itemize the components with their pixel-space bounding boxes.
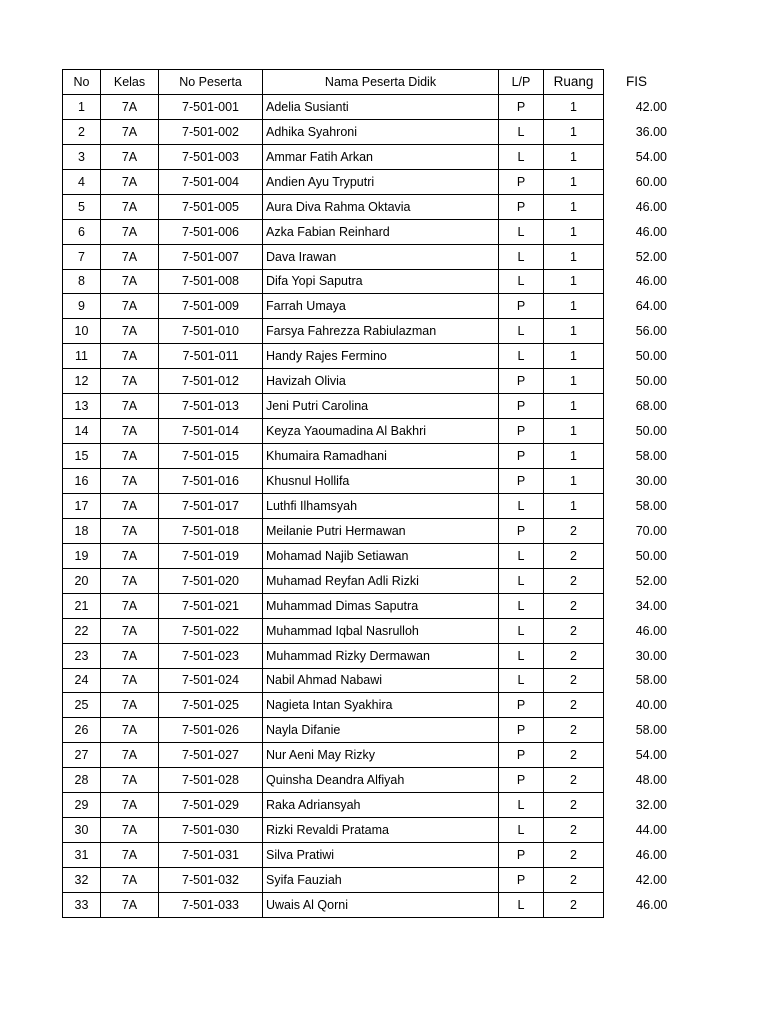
- cell-no-peserta: 7-501-033: [159, 892, 263, 917]
- cell-no-peserta: 7-501-031: [159, 843, 263, 868]
- cell-nama: Havizah Olivia: [263, 369, 499, 394]
- cell-no-peserta: 7-501-013: [159, 394, 263, 419]
- cell-no: 5: [63, 194, 101, 219]
- cell-lp: L: [499, 144, 544, 169]
- cell-ruang: 2: [544, 892, 604, 917]
- cell-no-peserta: 7-501-007: [159, 244, 263, 269]
- cell-no-peserta: 7-501-001: [159, 94, 263, 119]
- cell-no: 33: [63, 892, 101, 917]
- cell-no-peserta: 7-501-025: [159, 693, 263, 718]
- cell-ruang: 1: [544, 194, 604, 219]
- cell-lp: L: [499, 219, 544, 244]
- cell-ruang: 1: [544, 169, 604, 194]
- cell-ruang: 2: [544, 643, 604, 668]
- cell-no: 16: [63, 469, 101, 494]
- cell-nama: Jeni Putri Carolina: [263, 394, 499, 419]
- cell-ruang: 1: [544, 319, 604, 344]
- header-nama: Nama Peserta Didik: [263, 70, 499, 95]
- cell-lp: L: [499, 818, 544, 843]
- cell-no: 29: [63, 793, 101, 818]
- table-row: [63, 768, 668, 793]
- cell-no: 7: [63, 244, 101, 269]
- table-row: [63, 369, 668, 394]
- cell-no: 20: [63, 568, 101, 593]
- table-row: [63, 94, 668, 119]
- cell-kelas: 7A: [101, 718, 159, 743]
- cell-nama: Nabil Ahmad Nabawi: [263, 668, 499, 693]
- cell-ruang: 1: [544, 419, 604, 444]
- cell-no-peserta: 7-501-028: [159, 768, 263, 793]
- cell-ruang: 1: [544, 244, 604, 269]
- cell-fis: 58.00: [635, 673, 667, 688]
- cell-nama: Muhammad Dimas Saputra: [263, 593, 499, 618]
- cell-no-peserta: 7-501-012: [159, 369, 263, 394]
- cell-fis: 52.00: [635, 249, 667, 264]
- table-row: [63, 668, 668, 693]
- cell-no: 32: [63, 868, 101, 893]
- cell-kelas: 7A: [101, 818, 159, 843]
- cell-no-peserta: 7-501-008: [159, 269, 263, 294]
- cell-no: 24: [63, 668, 101, 693]
- cell-lp: P: [499, 369, 544, 394]
- table-row: [63, 718, 668, 743]
- cell-no: 14: [63, 419, 101, 444]
- cell-kelas: 7A: [101, 693, 159, 718]
- cell-no-peserta: 7-501-019: [159, 543, 263, 568]
- cell-ruang: 1: [544, 394, 604, 419]
- cell-no: 26: [63, 718, 101, 743]
- cell-ruang: 2: [544, 743, 604, 768]
- cell-kelas: 7A: [101, 593, 159, 618]
- cell-kelas: 7A: [101, 419, 159, 444]
- cell-nama: Adhika Syahroni: [263, 119, 499, 144]
- cell-kelas: 7A: [101, 868, 159, 893]
- table-row: [63, 194, 668, 219]
- cell-nama: Rizki Revaldi Pratama: [263, 818, 499, 843]
- cell-fis: 32.00: [635, 798, 667, 813]
- cell-ruang: 1: [544, 144, 604, 169]
- cell-lp: P: [499, 718, 544, 743]
- cell-fis: 36.00: [635, 124, 667, 139]
- cell-lp: P: [499, 518, 544, 543]
- cell-fis: 46.00: [636, 897, 668, 912]
- cell-no-peserta: 7-501-006: [159, 219, 263, 244]
- cell-kelas: 7A: [101, 194, 159, 219]
- table-row: [63, 868, 668, 893]
- cell-nama: Ammar Fatih Arkan: [263, 144, 499, 169]
- cell-no: 27: [63, 743, 101, 768]
- header-no: No: [63, 70, 101, 95]
- header-ruang: Ruang: [544, 70, 604, 95]
- cell-ruang: 2: [544, 768, 604, 793]
- table-row: [63, 843, 668, 868]
- cell-no: 22: [63, 618, 101, 643]
- cell-fis: 64.00: [635, 299, 667, 314]
- table-row: [63, 568, 668, 593]
- cell-nama: Dava Irawan: [263, 244, 499, 269]
- cell-ruang: 1: [544, 444, 604, 469]
- cell-fis: 58.00: [635, 498, 667, 513]
- cell-ruang: 1: [544, 294, 604, 319]
- cell-no-peserta: 7-501-015: [159, 444, 263, 469]
- cell-no-peserta: 7-501-021: [159, 593, 263, 618]
- cell-no: 15: [63, 444, 101, 469]
- cell-no-peserta: 7-501-011: [159, 344, 263, 369]
- header-kelas: Kelas: [101, 70, 159, 95]
- cell-ruang: 1: [544, 219, 604, 244]
- cell-lp: P: [499, 743, 544, 768]
- cell-kelas: 7A: [101, 319, 159, 344]
- cell-kelas: 7A: [101, 269, 159, 294]
- cell-lp: L: [499, 493, 544, 518]
- cell-fis: 42.00: [635, 872, 667, 887]
- cell-lp: P: [499, 294, 544, 319]
- cell-no: 1: [63, 94, 101, 119]
- header-fis: FIS: [626, 74, 648, 90]
- cell-fis: 48.00: [635, 773, 667, 788]
- table-row: [63, 643, 668, 668]
- cell-kelas: 7A: [101, 843, 159, 868]
- cell-nama: Difa Yopi Saputra: [263, 269, 499, 294]
- cell-lp: P: [499, 194, 544, 219]
- cell-no: 21: [63, 593, 101, 618]
- cell-fis: 30.00: [635, 648, 667, 663]
- cell-ruang: 1: [544, 469, 604, 494]
- table-row: [63, 518, 668, 543]
- table-header-row: [63, 70, 668, 95]
- cell-nama: Nagieta Intan Syakhira: [263, 693, 499, 718]
- cell-kelas: 7A: [101, 244, 159, 269]
- cell-fis: 30.00: [635, 473, 667, 488]
- cell-no-peserta: 7-501-014: [159, 419, 263, 444]
- cell-fis: 46.00: [635, 274, 667, 289]
- cell-kelas: 7A: [101, 643, 159, 668]
- cell-no-peserta: 7-501-020: [159, 568, 263, 593]
- cell-ruang: 2: [544, 718, 604, 743]
- cell-ruang: 2: [544, 618, 604, 643]
- cell-ruang: 2: [544, 518, 604, 543]
- cell-kelas: 7A: [101, 344, 159, 369]
- cell-no: 19: [63, 543, 101, 568]
- cell-lp: L: [499, 892, 544, 917]
- cell-nama: Keyza Yaoumadina Al Bakhri: [263, 419, 499, 444]
- table-row: [63, 818, 668, 843]
- cell-no: 18: [63, 518, 101, 543]
- cell-no-peserta: 7-501-016: [159, 469, 263, 494]
- cell-fis: 52.00: [635, 573, 667, 588]
- cell-kelas: 7A: [101, 518, 159, 543]
- cell-fis: 58.00: [635, 723, 667, 738]
- cell-fis: 46.00: [635, 623, 667, 638]
- cell-no: 10: [63, 319, 101, 344]
- cell-no-peserta: 7-501-003: [159, 144, 263, 169]
- cell-fis: 34.00: [635, 598, 667, 613]
- cell-fis: 50.00: [635, 548, 667, 563]
- cell-fis: 54.00: [635, 149, 667, 164]
- cell-nama: Muhamad Reyfan Adli Rizki: [263, 568, 499, 593]
- cell-lp: L: [499, 344, 544, 369]
- cell-ruang: 2: [544, 693, 604, 718]
- cell-kelas: 7A: [101, 119, 159, 144]
- cell-fis: 50.00: [635, 349, 667, 364]
- cell-nama: Azka Fabian Reinhard: [263, 219, 499, 244]
- cell-lp: L: [499, 319, 544, 344]
- cell-no-peserta: 7-501-029: [159, 793, 263, 818]
- cell-ruang: 1: [544, 369, 604, 394]
- cell-no-peserta: 7-501-032: [159, 868, 263, 893]
- cell-fis: 46.00: [635, 848, 667, 863]
- cell-no: 9: [63, 294, 101, 319]
- cell-fis: 54.00: [635, 748, 667, 763]
- cell-lp: P: [499, 94, 544, 119]
- cell-fis: 56.00: [635, 324, 667, 339]
- cell-kelas: 7A: [101, 394, 159, 419]
- cell-no-peserta: 7-501-023: [159, 643, 263, 668]
- cell-nama: Nur Aeni May Rizky: [263, 743, 499, 768]
- table-row: [63, 294, 668, 319]
- cell-fis: 46.00: [635, 224, 667, 239]
- cell-fis: 60.00: [635, 174, 667, 189]
- cell-kelas: 7A: [101, 618, 159, 643]
- cell-kelas: 7A: [101, 144, 159, 169]
- cell-fis: 40.00: [635, 698, 667, 713]
- table-row: [63, 693, 668, 718]
- cell-fis: 42.00: [635, 99, 667, 114]
- table-row: [63, 169, 668, 194]
- cell-no-peserta: 7-501-018: [159, 518, 263, 543]
- cell-nama: Andien Ayu Tryputri: [263, 169, 499, 194]
- table-row: [63, 493, 668, 518]
- table-row: [63, 543, 668, 568]
- student-table: [62, 69, 668, 918]
- table-row: [63, 219, 668, 244]
- cell-nama: Aura Diva Rahma Oktavia: [263, 194, 499, 219]
- cell-lp: L: [499, 543, 544, 568]
- cell-kelas: 7A: [101, 668, 159, 693]
- cell-lp: L: [499, 568, 544, 593]
- cell-lp: P: [499, 444, 544, 469]
- cell-kelas: 7A: [101, 568, 159, 593]
- cell-lp: L: [499, 244, 544, 269]
- cell-ruang: 2: [544, 543, 604, 568]
- cell-kelas: 7A: [101, 469, 159, 494]
- cell-no: 13: [63, 394, 101, 419]
- cell-fis: 68.00: [635, 399, 667, 414]
- cell-no-peserta: 7-501-026: [159, 718, 263, 743]
- cell-no-peserta: 7-501-002: [159, 119, 263, 144]
- cell-nama: Khusnul Hollifa: [263, 469, 499, 494]
- cell-ruang: 2: [544, 568, 604, 593]
- cell-kelas: 7A: [101, 219, 159, 244]
- cell-ruang: 2: [544, 843, 604, 868]
- cell-nama: Luthfi Ilhamsyah: [263, 493, 499, 518]
- cell-ruang: 1: [544, 493, 604, 518]
- cell-nama: Quinsha Deandra Alfiyah: [263, 768, 499, 793]
- table-row: [63, 892, 668, 917]
- table-row: [63, 743, 668, 768]
- cell-nama: Mohamad Najib Setiawan: [263, 543, 499, 568]
- table-row: [63, 344, 668, 369]
- cell-no-peserta: 7-501-017: [159, 493, 263, 518]
- cell-no: 2: [63, 119, 101, 144]
- cell-fis: 50.00: [635, 374, 667, 389]
- table-row: [63, 419, 668, 444]
- cell-ruang: 2: [544, 668, 604, 693]
- cell-ruang: 1: [544, 119, 604, 144]
- cell-no: 28: [63, 768, 101, 793]
- table-row: [63, 119, 668, 144]
- cell-nama: Adelia Susianti: [263, 94, 499, 119]
- header-lp: L/P: [499, 70, 544, 95]
- cell-fis: 46.00: [635, 199, 667, 214]
- cell-no: 12: [63, 369, 101, 394]
- cell-fis: 50.00: [635, 424, 667, 439]
- cell-no-peserta: 7-501-005: [159, 194, 263, 219]
- cell-nama: Farsya Fahrezza Rabiulazman: [263, 319, 499, 344]
- cell-lp: L: [499, 593, 544, 618]
- cell-nama: Raka Adriansyah: [263, 793, 499, 818]
- table-row: [63, 793, 668, 818]
- table-row: [63, 618, 668, 643]
- cell-nama: Silva Pratiwi: [263, 843, 499, 868]
- cell-no: 25: [63, 693, 101, 718]
- cell-nama: Uwais Al Qorni: [263, 892, 499, 917]
- table-body: [63, 94, 668, 917]
- cell-ruang: 1: [544, 94, 604, 119]
- cell-lp: P: [499, 394, 544, 419]
- cell-lp: L: [499, 618, 544, 643]
- cell-no: 23: [63, 643, 101, 668]
- cell-lp: L: [499, 269, 544, 294]
- table-row: [63, 144, 668, 169]
- cell-nama: Syifa Fauziah: [263, 868, 499, 893]
- cell-no-peserta: 7-501-027: [159, 743, 263, 768]
- table-row: [63, 319, 668, 344]
- cell-kelas: 7A: [101, 294, 159, 319]
- cell-kelas: 7A: [101, 369, 159, 394]
- cell-kelas: 7A: [101, 892, 159, 917]
- cell-kelas: 7A: [101, 543, 159, 568]
- cell-no: 4: [63, 169, 101, 194]
- cell-no-peserta: 7-501-010: [159, 319, 263, 344]
- cell-nama: Nayla Difanie: [263, 718, 499, 743]
- cell-lp: L: [499, 793, 544, 818]
- cell-kelas: 7A: [101, 169, 159, 194]
- cell-lp: P: [499, 693, 544, 718]
- cell-nama: Khumaira Ramadhani: [263, 444, 499, 469]
- cell-kelas: 7A: [101, 94, 159, 119]
- cell-lp: P: [499, 169, 544, 194]
- cell-no: 8: [63, 269, 101, 294]
- table-row: [63, 394, 668, 419]
- cell-nama: Handy Rajes Fermino: [263, 344, 499, 369]
- cell-no-peserta: 7-501-024: [159, 668, 263, 693]
- cell-no: 31: [63, 843, 101, 868]
- cell-lp: P: [499, 868, 544, 893]
- cell-kelas: 7A: [101, 743, 159, 768]
- cell-lp: P: [499, 843, 544, 868]
- cell-no: 3: [63, 144, 101, 169]
- cell-no: 11: [63, 344, 101, 369]
- cell-lp: L: [499, 668, 544, 693]
- cell-lp: L: [499, 643, 544, 668]
- table-row: [63, 469, 668, 494]
- cell-kelas: 7A: [101, 793, 159, 818]
- cell-lp: L: [499, 119, 544, 144]
- cell-no: 6: [63, 219, 101, 244]
- cell-kelas: 7A: [101, 444, 159, 469]
- cell-lp: P: [499, 768, 544, 793]
- cell-lp: P: [499, 469, 544, 494]
- table-row: [63, 593, 668, 618]
- cell-nama: Farrah Umaya: [263, 294, 499, 319]
- cell-ruang: 2: [544, 818, 604, 843]
- table-row: [63, 444, 668, 469]
- cell-fis: 58.00: [635, 449, 667, 464]
- table-row: [63, 269, 668, 294]
- cell-lp: P: [499, 419, 544, 444]
- cell-kelas: 7A: [101, 493, 159, 518]
- cell-no-peserta: 7-501-030: [159, 818, 263, 843]
- cell-nama: Meilanie Putri Hermawan: [263, 518, 499, 543]
- table-row: [63, 244, 668, 269]
- cell-ruang: 2: [544, 793, 604, 818]
- cell-fis: 44.00: [635, 823, 667, 838]
- cell-no-peserta: 7-501-009: [159, 294, 263, 319]
- cell-nama: Muhammad Iqbal Nasrulloh: [263, 618, 499, 643]
- cell-ruang: 1: [544, 344, 604, 369]
- cell-kelas: 7A: [101, 768, 159, 793]
- cell-no-peserta: 7-501-004: [159, 169, 263, 194]
- cell-fis: 70.00: [635, 523, 667, 538]
- cell-no-peserta: 7-501-022: [159, 618, 263, 643]
- header-no-peserta: No Peserta: [159, 70, 263, 95]
- cell-ruang: 1: [544, 269, 604, 294]
- cell-nama: Muhammad Rizky Dermawan: [263, 643, 499, 668]
- cell-no: 30: [63, 818, 101, 843]
- cell-no: 17: [63, 493, 101, 518]
- cell-ruang: 2: [544, 868, 604, 893]
- cell-ruang: 2: [544, 593, 604, 618]
